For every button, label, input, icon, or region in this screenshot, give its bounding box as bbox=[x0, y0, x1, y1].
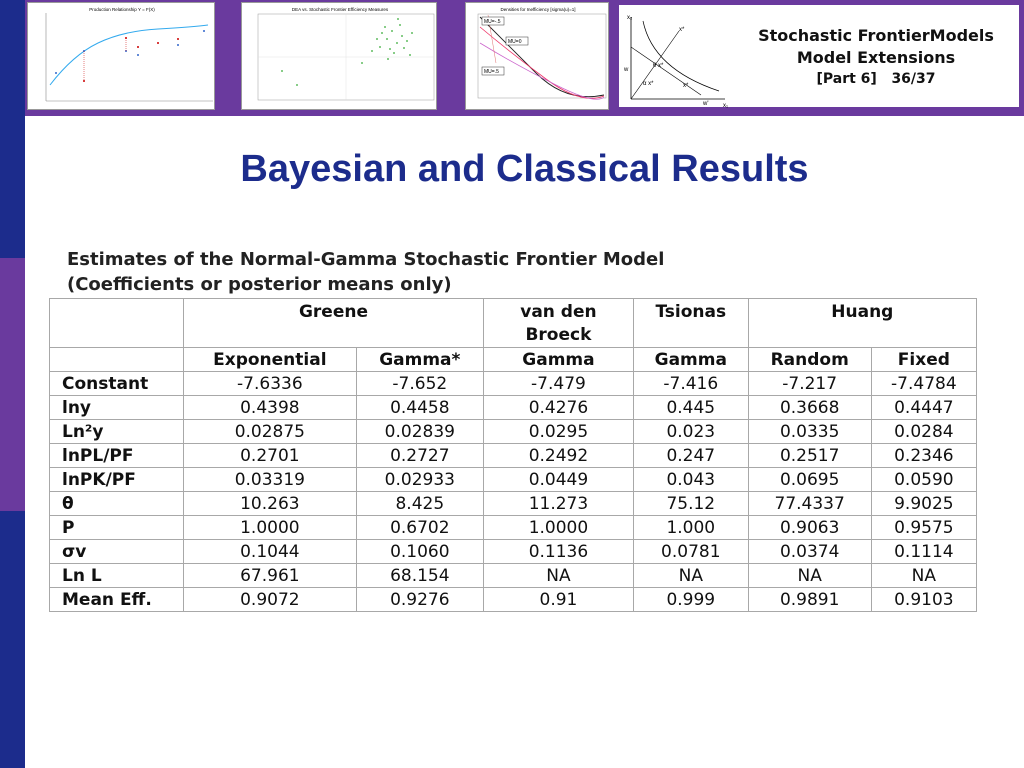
top-banner bbox=[25, 0, 1024, 116]
row-label: Constant bbox=[50, 372, 184, 396]
table-row bbox=[50, 492, 977, 516]
row-label: θ bbox=[50, 492, 184, 516]
table-cell: 11.273 bbox=[483, 492, 633, 516]
table-row bbox=[50, 564, 977, 588]
table-group-header-row bbox=[50, 299, 977, 348]
table-cell: 0.2492 bbox=[483, 444, 633, 468]
left-bar-middle bbox=[0, 258, 25, 511]
subheader-blank bbox=[50, 348, 184, 372]
table-cell: -7.416 bbox=[633, 372, 748, 396]
table-cell: -7.6336 bbox=[184, 372, 357, 396]
table-cell: 0.9276 bbox=[356, 588, 483, 612]
table-cell: -7.217 bbox=[748, 372, 871, 396]
table-row bbox=[50, 468, 977, 492]
table-row bbox=[50, 588, 977, 612]
table-cell: 67.961 bbox=[184, 564, 357, 588]
table-cell: 77.4337 bbox=[748, 492, 871, 516]
table-row bbox=[50, 396, 977, 420]
table-cell: 0.2701 bbox=[184, 444, 357, 468]
thumbnail-production-chart bbox=[27, 2, 215, 110]
table-cell: NA bbox=[871, 564, 976, 588]
table-cell: 0.043 bbox=[633, 468, 748, 492]
left-accent-bar bbox=[0, 0, 25, 768]
diagram-label-w: w bbox=[624, 67, 629, 73]
group-header-tsionas: Tsionas bbox=[633, 299, 748, 348]
table-row bbox=[50, 372, 977, 396]
table-cell: 0.0449 bbox=[483, 468, 633, 492]
table-cell: 1.0000 bbox=[184, 516, 357, 540]
table-cell: 0.9103 bbox=[871, 588, 976, 612]
slide-number: 36/37 bbox=[891, 71, 936, 87]
table-cell: 8.425 bbox=[356, 492, 483, 516]
caption-line-2: (Coefficients or posterior means only) bbox=[67, 274, 452, 295]
table-cell: 0.9072 bbox=[184, 588, 357, 612]
table-cell: 68.154 bbox=[356, 564, 483, 588]
row-label: lny bbox=[50, 396, 184, 420]
row-label: Ln²y bbox=[50, 420, 184, 444]
subheader-cell: Fixed bbox=[871, 348, 976, 372]
table-cell: 0.0335 bbox=[748, 420, 871, 444]
table-row bbox=[50, 420, 977, 444]
table-cell: 0.4447 bbox=[871, 396, 976, 420]
group-header-greene: Greene bbox=[184, 299, 484, 348]
table-row bbox=[50, 540, 977, 564]
left-bar-top bbox=[0, 0, 25, 258]
table-cell: 0.0590 bbox=[871, 468, 976, 492]
table-cell: 0.2727 bbox=[356, 444, 483, 468]
diagram-label-theta-x: θ x* bbox=[653, 63, 664, 69]
table-caption bbox=[67, 247, 664, 297]
table-cell: 0.9575 bbox=[871, 516, 976, 540]
table-cell: 1.0000 bbox=[483, 516, 633, 540]
thumb2-title: DEA vs. Stochastic Frontier Efficiency Measures bbox=[291, 7, 389, 12]
diagram-label-x1: x₁ bbox=[723, 103, 729, 109]
table-cell: 0.9063 bbox=[748, 516, 871, 540]
table-cell: 1.000 bbox=[633, 516, 748, 540]
group-header-van-den-broeck: van den Broeck bbox=[483, 299, 633, 348]
isoquant-diagram bbox=[621, 7, 731, 109]
table-cell: 0.4276 bbox=[483, 396, 633, 420]
table-cell: 0.247 bbox=[633, 444, 748, 468]
thumb3-label-mu-pos: MU=.5 bbox=[484, 69, 499, 75]
row-label: σv bbox=[50, 540, 184, 564]
table-cell: NA bbox=[748, 564, 871, 588]
thumbnail-densities-chart bbox=[465, 2, 609, 110]
header-corner-cell bbox=[50, 299, 184, 348]
table-row bbox=[50, 444, 977, 468]
thumb1-title: Production Relationship Y = F(X) bbox=[89, 7, 155, 12]
table-cell: 0.02875 bbox=[184, 420, 357, 444]
table-cell: 0.4458 bbox=[356, 396, 483, 420]
group-header-huang: Huang bbox=[748, 299, 976, 348]
table-cell: 0.0295 bbox=[483, 420, 633, 444]
diagram-label-xstar: x* bbox=[679, 27, 685, 33]
table-cell: -7.479 bbox=[483, 372, 633, 396]
row-label: Mean Eff. bbox=[50, 588, 184, 612]
table-cell: 75.12 bbox=[633, 492, 748, 516]
thumbnail-dea-scatter bbox=[241, 2, 437, 110]
table-cell: 0.0284 bbox=[871, 420, 976, 444]
table-cell: 0.999 bbox=[633, 588, 748, 612]
table-cell: 0.023 bbox=[633, 420, 748, 444]
table-cell: -7.4784 bbox=[871, 372, 976, 396]
subheader-cell: Random bbox=[748, 348, 871, 372]
table-body bbox=[50, 372, 977, 612]
table-cell: 0.02933 bbox=[356, 468, 483, 492]
slide-title-box bbox=[616, 2, 1022, 110]
table-cell: 0.91 bbox=[483, 588, 633, 612]
thumb3-title: Densities for Inefficiency [sigma(u)=1] bbox=[500, 7, 576, 12]
title-line-1: Stochastic FrontierModels bbox=[758, 26, 994, 45]
slide-title-text bbox=[731, 25, 1021, 89]
table-cell: 10.263 bbox=[184, 492, 357, 516]
table-cell: 0.1114 bbox=[871, 540, 976, 564]
thumb3-label-mu-neg: MU=-.5 bbox=[484, 19, 501, 25]
table-cell: NA bbox=[633, 564, 748, 588]
row-label: Ln L bbox=[50, 564, 184, 588]
table-cell: 0.02839 bbox=[356, 420, 483, 444]
subheader-cell: Gamma* bbox=[356, 348, 483, 372]
diagram-label-xstar2: x* bbox=[683, 83, 689, 89]
table-cell: 0.0374 bbox=[748, 540, 871, 564]
table-cell: 0.2517 bbox=[748, 444, 871, 468]
table-cell: 0.1136 bbox=[483, 540, 633, 564]
subheader-cell: Gamma bbox=[483, 348, 633, 372]
diagram-label-wprime: w' bbox=[703, 101, 709, 107]
table-cell: 9.9025 bbox=[871, 492, 976, 516]
thumb3-label-mu-zero: MU=0 bbox=[508, 39, 522, 45]
subheader-cell: Exponential bbox=[184, 348, 357, 372]
row-label: lnPL/PF bbox=[50, 444, 184, 468]
table-cell: 0.4398 bbox=[184, 396, 357, 420]
diagram-label-x2: x₂ bbox=[627, 15, 633, 21]
diagram-label-alpha-x: α x* bbox=[643, 81, 654, 87]
table-cell: 0.2346 bbox=[871, 444, 976, 468]
table-cell: 0.9891 bbox=[748, 588, 871, 612]
table-cell: -7.652 bbox=[356, 372, 483, 396]
table-cell: 0.0781 bbox=[633, 540, 748, 564]
table-cell: 0.0695 bbox=[748, 468, 871, 492]
table-cell: 0.03319 bbox=[184, 468, 357, 492]
row-label: P bbox=[50, 516, 184, 540]
table-cell: 0.3668 bbox=[748, 396, 871, 420]
table-cell: 0.1044 bbox=[184, 540, 357, 564]
table-cell: 0.445 bbox=[633, 396, 748, 420]
row-label: lnPK/PF bbox=[50, 468, 184, 492]
table-cell: 0.1060 bbox=[356, 540, 483, 564]
caption-line-1: Estimates of the Normal-Gamma Stochastic Frontier Model bbox=[67, 249, 665, 270]
slide-heading: Bayesian and Classical Results bbox=[240, 148, 809, 190]
title-line-3 bbox=[731, 69, 1021, 89]
table-subheader-row bbox=[50, 348, 977, 372]
table-row bbox=[50, 516, 977, 540]
left-bar-bottom bbox=[0, 511, 25, 768]
title-line-2: Model Extensions bbox=[796, 48, 956, 67]
part-label: [Part 6] bbox=[816, 71, 877, 87]
table-cell: NA bbox=[483, 564, 633, 588]
subheader-cell: Gamma bbox=[633, 348, 748, 372]
table-cell: 0.6702 bbox=[356, 516, 483, 540]
results-table bbox=[49, 298, 977, 612]
